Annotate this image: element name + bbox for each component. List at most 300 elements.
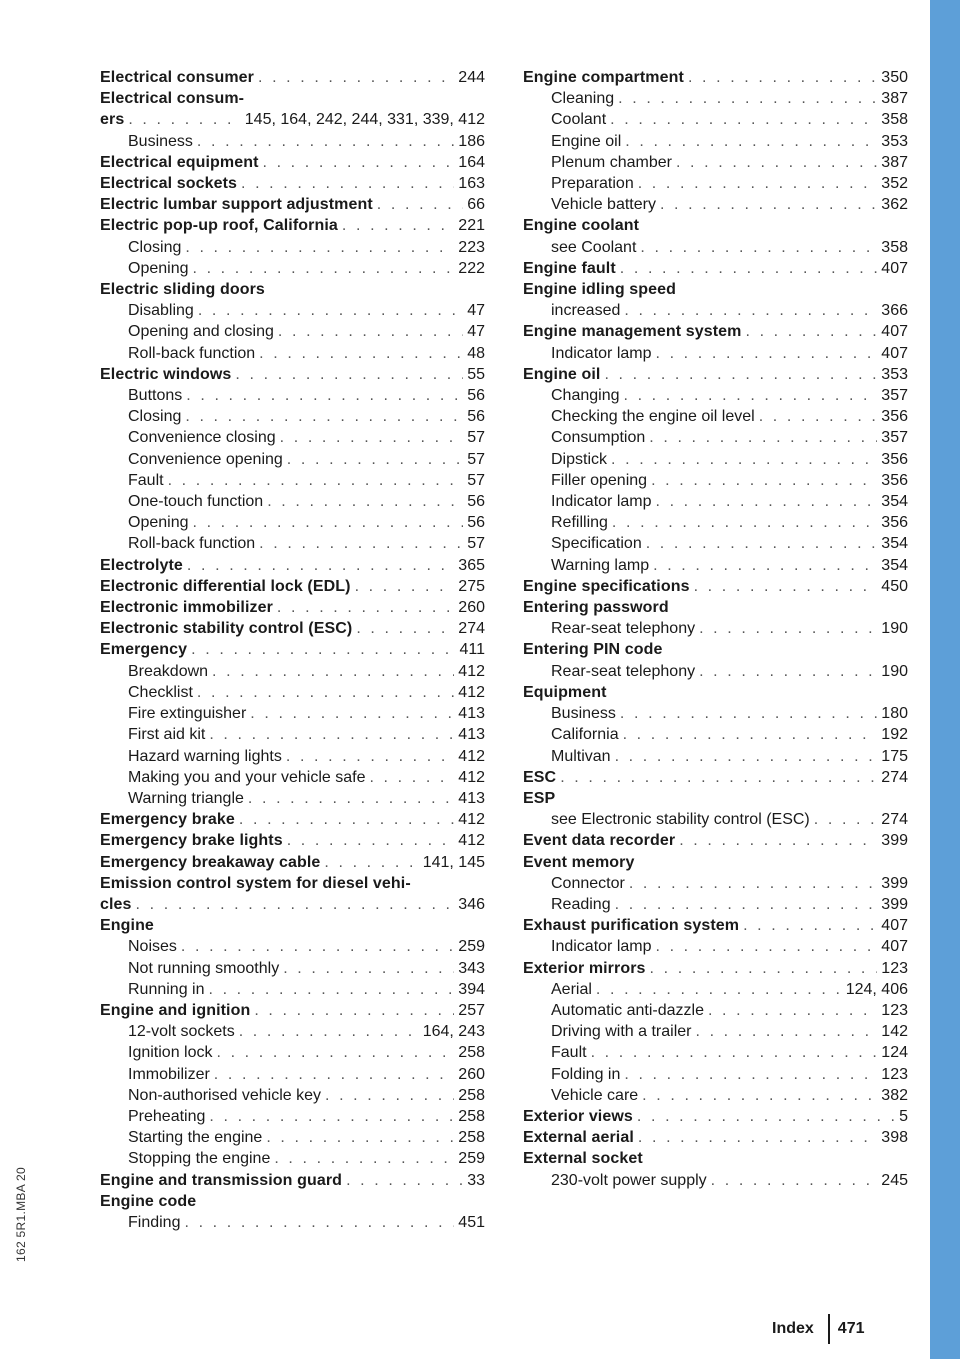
dot-leader [287,830,455,851]
index-subentry [523,109,908,130]
page-reference[interactable]: 33 [467,1171,485,1189]
dot-leader [651,470,877,491]
dot-leader [263,152,455,173]
index-subentry [523,512,908,533]
page-reference[interactable]: 221 [458,217,485,235]
page-reference[interactable]: 259 [458,1150,485,1168]
page-reference[interactable]: 357 [881,387,908,405]
page-reference[interactable]: 163 [458,175,485,193]
dot-leader [287,449,463,470]
page-reference[interactable]: 57 [467,535,485,553]
dot-leader [356,618,454,639]
index-term: Entering PIN code [523,641,663,659]
index-subentry [523,533,908,554]
dot-leader [277,597,454,618]
index-term: Rear-seat telephony [551,620,696,638]
index-term: ers [100,111,125,129]
index-entry [100,173,485,194]
index-term: Disabling [128,302,194,320]
index-subentry [100,767,485,788]
index-entry [523,639,908,660]
index-entry [523,830,908,851]
page-reference[interactable]: 141, 145 [422,853,485,871]
index-subentry [100,1212,485,1233]
index-term: Non-authorised vehicle key [128,1086,321,1104]
page-reference[interactable]: 382 [881,1086,908,1104]
index-subentry [523,343,908,364]
index-term: Preheating [128,1107,206,1125]
dot-leader [168,470,464,491]
page-reference[interactable]: 164, 243 [422,1023,485,1041]
dot-leader [185,237,454,258]
page-reference[interactable]: 356 [881,471,908,489]
page-reference[interactable]: 260 [458,1065,485,1083]
index-term: Electrical consumer [100,69,254,86]
index-term: Running in [128,980,205,998]
index-term: Checklist [128,683,193,701]
index-entry [100,194,485,215]
page-reference[interactable]: 399 [881,832,908,850]
index-subentry [523,936,908,957]
dot-leader [699,618,877,639]
dot-leader [624,1064,877,1085]
index-term: Finding [128,1213,181,1231]
dot-leader [324,852,418,873]
dot-leader [346,1170,463,1191]
page-reference[interactable]: 190 [881,662,908,680]
index-term: Engine oil [523,365,601,383]
index-term: First aid kit [128,726,206,744]
index-entry [523,215,908,236]
index-subentry [523,194,908,215]
index-entry [100,67,485,88]
page-reference[interactable]: 353 [881,365,908,383]
page-footer [772,1314,865,1344]
page-reference[interactable]: 354 [881,493,908,511]
index-subentry [523,152,908,173]
dot-leader [650,958,878,979]
index-subentry [100,343,485,364]
page-reference[interactable]: 413 [458,705,485,723]
dot-leader [187,555,454,576]
page-reference[interactable]: 123 [881,1065,908,1083]
index-term: Emergency [100,641,188,659]
section-tab [930,0,960,1359]
index-term: Electronic immobilizer [100,599,273,617]
index-term: see Coolant [551,238,637,256]
page-reference[interactable]: 358 [881,111,908,129]
page-reference[interactable]: 356 [881,408,908,426]
page-reference[interactable]: 343 [458,959,485,977]
page-reference[interactable]: 407 [881,344,908,362]
page-reference[interactable]: 56 [467,514,485,532]
index-term: Buttons [128,387,183,405]
dot-leader [688,67,877,88]
index-subentry [100,958,485,979]
dot-leader [611,449,877,470]
index-subentry [100,385,485,406]
index-term: Exterior mirrors [523,959,646,977]
index-term: Convenience closing [128,429,276,447]
index-term: Emission control system for diesel vehi- [100,874,411,892]
dot-leader [656,343,878,364]
index-entry [523,364,908,385]
dot-leader [184,1212,454,1233]
index-subentry [100,788,485,809]
index-subentry [523,746,908,767]
index-term: Fault [551,1044,587,1062]
index-term: Opening and closing [128,323,274,341]
index-term: Aerial [551,980,592,998]
index-term: Warning triangle [128,789,244,807]
page-reference[interactable]: 451 [458,1213,485,1231]
page-reference[interactable]: 164 [458,153,485,171]
page-reference[interactable]: 413 [458,726,485,744]
index-term: Hazard warning lights [128,747,282,765]
page-reference[interactable]: 352 [881,175,908,193]
index-term: Fault [128,471,164,489]
dot-leader [653,555,877,576]
page-reference[interactable]: 274 [458,620,485,638]
dot-leader [136,894,455,915]
index-term: ESC [523,768,557,786]
dot-leader [191,639,455,660]
index-entry [523,788,908,809]
page-reference[interactable]: 244 [458,69,485,86]
page-reference[interactable]: 258 [458,1044,485,1062]
dot-leader [743,915,877,936]
index-term: Dipstick [551,450,608,468]
dot-leader [560,767,877,788]
page-reference[interactable]: 245 [881,1171,908,1189]
index-term: see Electronic stability control (ESC) [551,811,810,829]
page-reference[interactable]: 145, 164, 242, 244, 331, 339, 412 [244,111,485,129]
dot-leader [248,788,454,809]
index-term: Automatic anti-dazzle [551,1001,704,1019]
index-term: Refilling [551,514,608,532]
page-reference[interactable]: 366 [881,302,908,320]
page-reference[interactable]: 192 [881,726,908,744]
index-entry [100,915,485,936]
page-reference[interactable]: 365 [458,556,485,574]
dot-leader [624,385,878,406]
page-reference[interactable]: 346 [458,895,485,913]
index-entry [523,597,908,618]
dot-leader [679,830,877,851]
dot-leader [214,1064,455,1085]
page-reference[interactable]: 258 [458,1107,485,1125]
page-reference[interactable]: 412 [458,662,485,680]
page-reference[interactable]: 175 [881,747,908,765]
index-term: Preparation [551,175,634,193]
section-label: Index [772,1320,814,1337]
index-term: Engine and transmission guard [100,1171,343,1189]
index-subentry [523,1000,908,1021]
index-term: Immobilizer [128,1065,210,1083]
index-term: Specification [551,535,642,553]
index-subentry [100,131,485,152]
index-term: Exterior views [523,1107,633,1125]
page-reference[interactable]: 407 [881,259,908,277]
index-entry [523,67,908,88]
dot-leader [325,1085,454,1106]
index-entry [523,1106,908,1127]
index-subentry [523,1021,908,1042]
index-entry [523,958,908,979]
index-subentry [523,470,908,491]
page-reference[interactable]: 57 [467,429,485,447]
page-reference[interactable]: 123 [881,959,908,977]
dot-leader [355,576,455,597]
page-reference[interactable]: 412 [458,811,485,829]
index-term: Emergency breakaway cable [100,853,321,871]
index-entry [100,618,485,639]
dot-leader [254,1000,454,1021]
index-entry [100,215,485,236]
dot-leader [193,258,455,279]
page-reference[interactable]: 407 [881,938,908,956]
page-reference[interactable]: 186 [458,132,485,150]
index-subentry [100,1021,485,1042]
dot-leader [283,958,454,979]
page-reference[interactable]: 412 [458,768,485,786]
index-subentry [100,661,485,682]
index-term: Vehicle care [551,1086,639,1104]
page-reference[interactable]: 362 [881,196,908,214]
index-entry [100,894,485,915]
page-reference[interactable]: 180 [881,705,908,723]
index-subentry [523,427,908,448]
index-term: 230-volt power supply [551,1171,707,1189]
index-entry [100,152,485,173]
index-subentry [523,1170,908,1191]
page-reference[interactable]: 48 [467,344,485,362]
page-reference[interactable]: 260 [458,599,485,617]
page-reference[interactable]: 407 [881,323,908,341]
index-term: Business [128,132,193,150]
page-reference[interactable]: 275 [458,577,485,595]
dot-leader [624,300,877,321]
dot-leader [656,491,878,512]
index-column-left [100,67,485,1233]
page-reference[interactable]: 354 [881,535,908,553]
dot-leader [640,237,877,258]
page-reference[interactable]: 356 [881,450,908,468]
page-reference[interactable]: 387 [881,153,908,171]
dot-leader [239,809,454,830]
index-term: Engine and ignition [100,1001,251,1019]
index-subentry [523,555,908,576]
index-term: Breakdown [128,662,209,680]
page-reference[interactable]: 354 [881,556,908,574]
index-term: Stopping the engine [128,1150,271,1168]
index-subentry [100,406,485,427]
page-reference[interactable]: 259 [458,938,485,956]
index-subentry [100,682,485,703]
index-term: Convenience opening [128,450,283,468]
page-reference[interactable]: 274 [881,768,908,786]
index-term: Business [551,705,616,723]
index-term: Equipment [523,683,607,701]
page-reference[interactable]: 450 [881,577,908,595]
page-reference[interactable]: 66 [467,196,485,214]
dot-leader [615,746,878,767]
dot-leader [694,576,878,597]
index-term: Electric lumbar support adjustment [100,196,373,214]
dot-leader [128,109,240,130]
dot-leader [258,67,454,88]
dot-leader [217,1042,455,1063]
index-subentry [523,131,908,152]
page-reference[interactable]: 411 [459,641,485,659]
dot-leader [266,1127,454,1148]
page-reference[interactable]: 258 [458,1129,485,1147]
index-subentry [100,1064,485,1085]
index-entry [100,597,485,618]
dot-leader [280,427,464,448]
footer-divider [828,1314,830,1344]
dot-leader [185,406,463,427]
page-reference[interactable]: 353 [881,132,908,150]
index-term: One-touch function [128,493,264,511]
dot-leader [604,364,877,385]
dot-leader [591,1042,878,1063]
dot-leader [618,88,877,109]
page-reference[interactable]: 124, 406 [845,980,908,998]
index-term: External socket [523,1150,643,1168]
dot-leader [637,1106,895,1127]
page-reference[interactable]: 222 [458,259,485,277]
page-reference[interactable]: 357 [881,429,908,447]
dot-leader [186,385,463,406]
index-term: Filler opening [551,471,648,489]
index-subentry [100,533,485,554]
page-reference[interactable]: 223 [458,238,485,256]
dot-leader [610,109,877,130]
index-term: Electrical consum- [100,90,245,108]
dot-leader [649,427,877,448]
page-reference[interactable]: 398 [881,1129,908,1147]
page-reference[interactable]: 47 [467,323,485,341]
index-subentry [523,300,908,321]
page-reference[interactable]: 394 [458,980,485,998]
index-term: Driving with a trailer [551,1023,692,1041]
index-subentry [100,470,485,491]
index-term: Making you and your vehicle safe [128,768,366,786]
page-reference[interactable]: 47 [467,302,485,320]
index-term: Engine code [100,1192,197,1210]
page-reference[interactable]: 413 [458,789,485,807]
dot-leader [596,979,842,1000]
index-term: ESP [523,789,556,807]
index-term: Engine compartment [523,69,684,86]
page-reference[interactable]: 356 [881,514,908,532]
page-reference[interactable]: 258 [458,1086,485,1104]
page-reference[interactable]: 56 [467,408,485,426]
page-reference[interactable]: 5 [899,1107,908,1125]
index-subentry [523,88,908,109]
page-number: 471 [837,1320,865,1337]
index-term: increased [551,302,621,320]
index-entry [100,1170,485,1191]
dot-leader [377,194,463,215]
index-term: Engine management system [523,323,742,341]
dot-leader [656,936,878,957]
page-reference[interactable]: 56 [467,387,485,405]
index-subentry [523,894,908,915]
page-reference[interactable]: 55 [467,365,485,383]
index-entry [523,852,908,873]
dot-leader [642,1085,877,1106]
dot-leader [209,724,454,745]
index-term: 12-volt sockets [128,1023,235,1041]
page-reference[interactable]: 350 [881,69,908,86]
index-subentry [100,936,485,957]
dot-leader [259,533,463,554]
page-reference[interactable]: 190 [881,620,908,638]
page-reference[interactable]: 358 [881,238,908,256]
index-term: Closing [128,238,182,256]
index-term: Engine fault [523,259,616,277]
dot-leader [212,661,454,682]
index-term: Changing [551,387,620,405]
dot-leader [342,215,454,236]
index-subentry [100,427,485,448]
dot-leader [267,491,463,512]
index-subentry [100,449,485,470]
page-reference[interactable]: 56 [467,493,485,511]
index-term: Electrical sockets [100,175,237,193]
page-reference[interactable]: 412 [458,747,485,765]
index-term: Emergency brake [100,811,235,829]
page-reference[interactable]: 57 [467,450,485,468]
index-column-right [523,67,908,1191]
page-reference[interactable]: 412 [458,683,485,701]
page-reference[interactable]: 142 [881,1023,908,1041]
page-reference[interactable]: 274 [881,811,908,829]
page-reference[interactable]: 407 [881,917,908,935]
index-subentry [523,1042,908,1063]
page-reference[interactable]: 387 [881,90,908,108]
page-reference[interactable]: 412 [458,832,485,850]
page-reference[interactable]: 399 [881,895,908,913]
page-reference[interactable]: 123 [881,1001,908,1019]
page-reference[interactable]: 257 [458,1001,485,1019]
page-reference[interactable]: 399 [881,874,908,892]
dot-leader [181,936,454,957]
dot-leader [209,1106,454,1127]
index-subentry [523,809,908,830]
page-reference[interactable]: 57 [467,471,485,489]
page-reference[interactable]: 124 [881,1044,908,1062]
index-subentry [523,661,908,682]
dot-leader [745,321,877,342]
index-term: Noises [128,938,177,956]
index-term: Folding in [551,1065,621,1083]
index-entry [100,364,485,385]
index-subentry [100,703,485,724]
index-term: Electrolyte [100,556,183,574]
index-subentry [523,385,908,406]
index-subentry [100,300,485,321]
index-entry [100,1000,485,1021]
index-term: California [551,726,619,744]
index-term: cles [100,895,132,913]
index-entry [100,873,485,894]
index-term: Checking the engine oil level [551,408,755,426]
index-term: Consumption [551,429,646,447]
index-subentry [523,173,908,194]
